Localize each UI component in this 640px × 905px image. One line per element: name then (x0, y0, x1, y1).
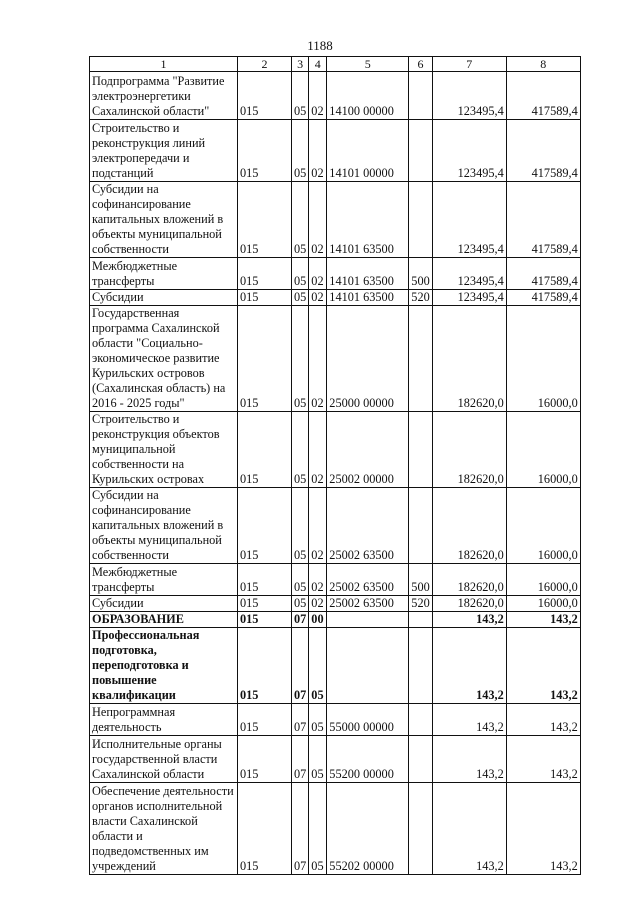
cell-col-8: 143,2 (506, 783, 580, 875)
cell-col-6 (409, 736, 432, 783)
cell-col-4: 05 (309, 736, 327, 783)
table-row (90, 596, 581, 612)
cell-col-3: 05 (292, 564, 309, 596)
cell-col-5: 25000 00000 (327, 306, 409, 412)
cell-col-8: 16000,0 (506, 564, 580, 596)
cell-col-4: 00 (309, 612, 327, 628)
row-name-cell: Субсидии на софинансирование капитальных вложений в объекты муниципальной собственности (90, 182, 238, 258)
column-header: 7 (432, 57, 506, 72)
table-row (90, 290, 581, 306)
row-name-cell: Исполнительные органы государственной власти Сахалинской области (90, 736, 238, 783)
column-header: 6 (409, 57, 432, 72)
cell-col-2: 015 (238, 564, 292, 596)
cell-col-3: 05 (292, 488, 309, 564)
cell-col-7: 143,2 (432, 612, 506, 628)
row-name-cell: Субсидии (90, 290, 238, 306)
cell-col-8: 16000,0 (506, 306, 580, 412)
cell-col-2: 015 (238, 258, 292, 290)
row-name-cell: Обеспечение деятельности органов исполнительной власти Сахалинской области и подведомственных им учреждений (90, 783, 238, 875)
cell-col-5: 14101 63500 (327, 258, 409, 290)
cell-col-5: 25002 63500 (327, 564, 409, 596)
cell-col-7: 123495,4 (432, 290, 506, 306)
cell-col-5: 55000 00000 (327, 704, 409, 736)
cell-col-7: 143,2 (432, 736, 506, 783)
cell-col-7: 123495,4 (432, 258, 506, 290)
row-name-cell: Межбюджетные трансферты (90, 564, 238, 596)
header-row (90, 57, 581, 72)
cell-col-3: 05 (292, 412, 309, 488)
cell-col-6 (409, 120, 432, 182)
cell-col-7: 123495,4 (432, 72, 506, 120)
cell-col-2: 015 (238, 412, 292, 488)
cell-col-6 (409, 306, 432, 412)
cell-col-7: 123495,4 (432, 120, 506, 182)
cell-col-6: 500 (409, 564, 432, 596)
row-name-cell: Строительство и реконструкция объектов муниципальной собственности на Курильских островах (90, 412, 238, 488)
table-row (90, 612, 581, 628)
cell-col-8: 417589,4 (506, 120, 580, 182)
cell-col-2: 015 (238, 612, 292, 628)
table-row (90, 412, 581, 488)
table-row (90, 564, 581, 596)
cell-col-5: 25002 63500 (327, 596, 409, 612)
cell-col-2: 015 (238, 120, 292, 182)
table-row (90, 258, 581, 290)
cell-col-6 (409, 488, 432, 564)
cell-col-3: 07 (292, 704, 309, 736)
row-name-cell: Профессиональная подготовка, переподготовка и повышение квалификации (90, 628, 238, 704)
table-row (90, 182, 581, 258)
cell-col-7: 182620,0 (432, 306, 506, 412)
cell-col-8: 16000,0 (506, 596, 580, 612)
cell-col-4: 05 (309, 628, 327, 704)
cell-col-3: 05 (292, 596, 309, 612)
row-name-cell: Субсидии (90, 596, 238, 612)
cell-col-6 (409, 704, 432, 736)
cell-col-2: 015 (238, 736, 292, 783)
cell-col-2: 015 (238, 596, 292, 612)
cell-col-4: 02 (309, 564, 327, 596)
cell-col-5: 55202 00000 (327, 783, 409, 875)
table-row (90, 306, 581, 412)
cell-col-3: 05 (292, 120, 309, 182)
cell-col-8: 143,2 (506, 628, 580, 704)
cell-col-2: 015 (238, 290, 292, 306)
cell-col-6 (409, 72, 432, 120)
row-name-cell: Подпрограмма "Развитие электроэнергетики Сахалинской области" (90, 72, 238, 120)
cell-col-3: 05 (292, 306, 309, 412)
cell-col-5: 14100 00000 (327, 72, 409, 120)
cell-col-6: 500 (409, 258, 432, 290)
cell-col-5: 25002 63500 (327, 488, 409, 564)
cell-col-6 (409, 182, 432, 258)
cell-col-8: 143,2 (506, 704, 580, 736)
cell-col-8: 16000,0 (506, 488, 580, 564)
row-name-cell: Государственная программа Сахалинской области "Социально-экономическое развитие Курильских островов (Сахалинская область) на 2016 - 2025 годы" (90, 306, 238, 412)
cell-col-7: 143,2 (432, 783, 506, 875)
cell-col-2: 015 (238, 783, 292, 875)
table-row (90, 120, 581, 182)
column-header: 1 (90, 57, 238, 72)
cell-col-5: 14101 63500 (327, 290, 409, 306)
cell-col-5: 55200 00000 (327, 736, 409, 783)
cell-col-7: 182620,0 (432, 412, 506, 488)
table-row (90, 736, 581, 783)
cell-col-6 (409, 612, 432, 628)
cell-col-8: 417589,4 (506, 258, 580, 290)
row-name-cell: Строительство и реконструкция линий электропередачи и подстанций (90, 120, 238, 182)
page-number: 1188 (307, 38, 333, 53)
cell-col-5 (327, 628, 409, 704)
cell-col-5: 14101 00000 (327, 120, 409, 182)
cell-col-6 (409, 412, 432, 488)
column-header: 5 (327, 57, 409, 72)
column-header: 8 (506, 57, 580, 72)
cell-col-4: 05 (309, 704, 327, 736)
cell-col-8: 143,2 (506, 612, 580, 628)
table-row (90, 628, 581, 704)
cell-col-6: 520 (409, 290, 432, 306)
cell-col-4: 02 (309, 596, 327, 612)
cell-col-4: 02 (309, 120, 327, 182)
cell-col-3: 07 (292, 736, 309, 783)
cell-col-8: 16000,0 (506, 412, 580, 488)
cell-col-6: 520 (409, 596, 432, 612)
table-row (90, 783, 581, 875)
cell-col-4: 02 (309, 306, 327, 412)
cell-col-3: 07 (292, 612, 309, 628)
column-header: 4 (309, 57, 327, 72)
cell-col-4: 05 (309, 783, 327, 875)
table-row (90, 488, 581, 564)
row-name-cell: Субсидии на софинансирование капитальных вложений в объекты муниципальной собственности (90, 488, 238, 564)
cell-col-5: 25002 00000 (327, 412, 409, 488)
cell-col-3: 07 (292, 628, 309, 704)
cell-col-2: 015 (238, 704, 292, 736)
cell-col-7: 143,2 (432, 628, 506, 704)
cell-col-6 (409, 783, 432, 875)
cell-col-4: 02 (309, 290, 327, 306)
table-row (90, 704, 581, 736)
row-name-cell: ОБРАЗОВАНИЕ (90, 612, 238, 628)
cell-col-8: 417589,4 (506, 72, 580, 120)
cell-col-8: 417589,4 (506, 182, 580, 258)
cell-col-7: 143,2 (432, 704, 506, 736)
cell-col-4: 02 (309, 258, 327, 290)
column-header: 2 (238, 57, 292, 72)
cell-col-5 (327, 612, 409, 628)
cell-col-8: 417589,4 (506, 290, 580, 306)
cell-col-3: 05 (292, 290, 309, 306)
cell-col-4: 02 (309, 182, 327, 258)
cell-col-3: 07 (292, 783, 309, 875)
row-name-cell: Межбюджетные трансферты (90, 258, 238, 290)
column-header: 3 (292, 57, 309, 72)
cell-col-2: 015 (238, 488, 292, 564)
budget-table (89, 56, 581, 875)
cell-col-8: 143,2 (506, 736, 580, 783)
cell-col-4: 02 (309, 412, 327, 488)
table-row (90, 72, 581, 120)
cell-col-7: 182620,0 (432, 596, 506, 612)
cell-col-5: 14101 63500 (327, 182, 409, 258)
cell-col-7: 182620,0 (432, 564, 506, 596)
cell-col-6 (409, 628, 432, 704)
cell-col-4: 02 (309, 72, 327, 120)
cell-col-3: 05 (292, 258, 309, 290)
cell-col-3: 05 (292, 182, 309, 258)
cell-col-2: 015 (238, 72, 292, 120)
cell-col-2: 015 (238, 182, 292, 258)
cell-col-2: 015 (238, 628, 292, 704)
cell-col-2: 015 (238, 306, 292, 412)
cell-col-4: 02 (309, 488, 327, 564)
cell-col-7: 123495,4 (432, 182, 506, 258)
cell-col-7: 182620,0 (432, 488, 506, 564)
row-name-cell: Непрограммная деятельность (90, 704, 238, 736)
cell-col-3: 05 (292, 72, 309, 120)
